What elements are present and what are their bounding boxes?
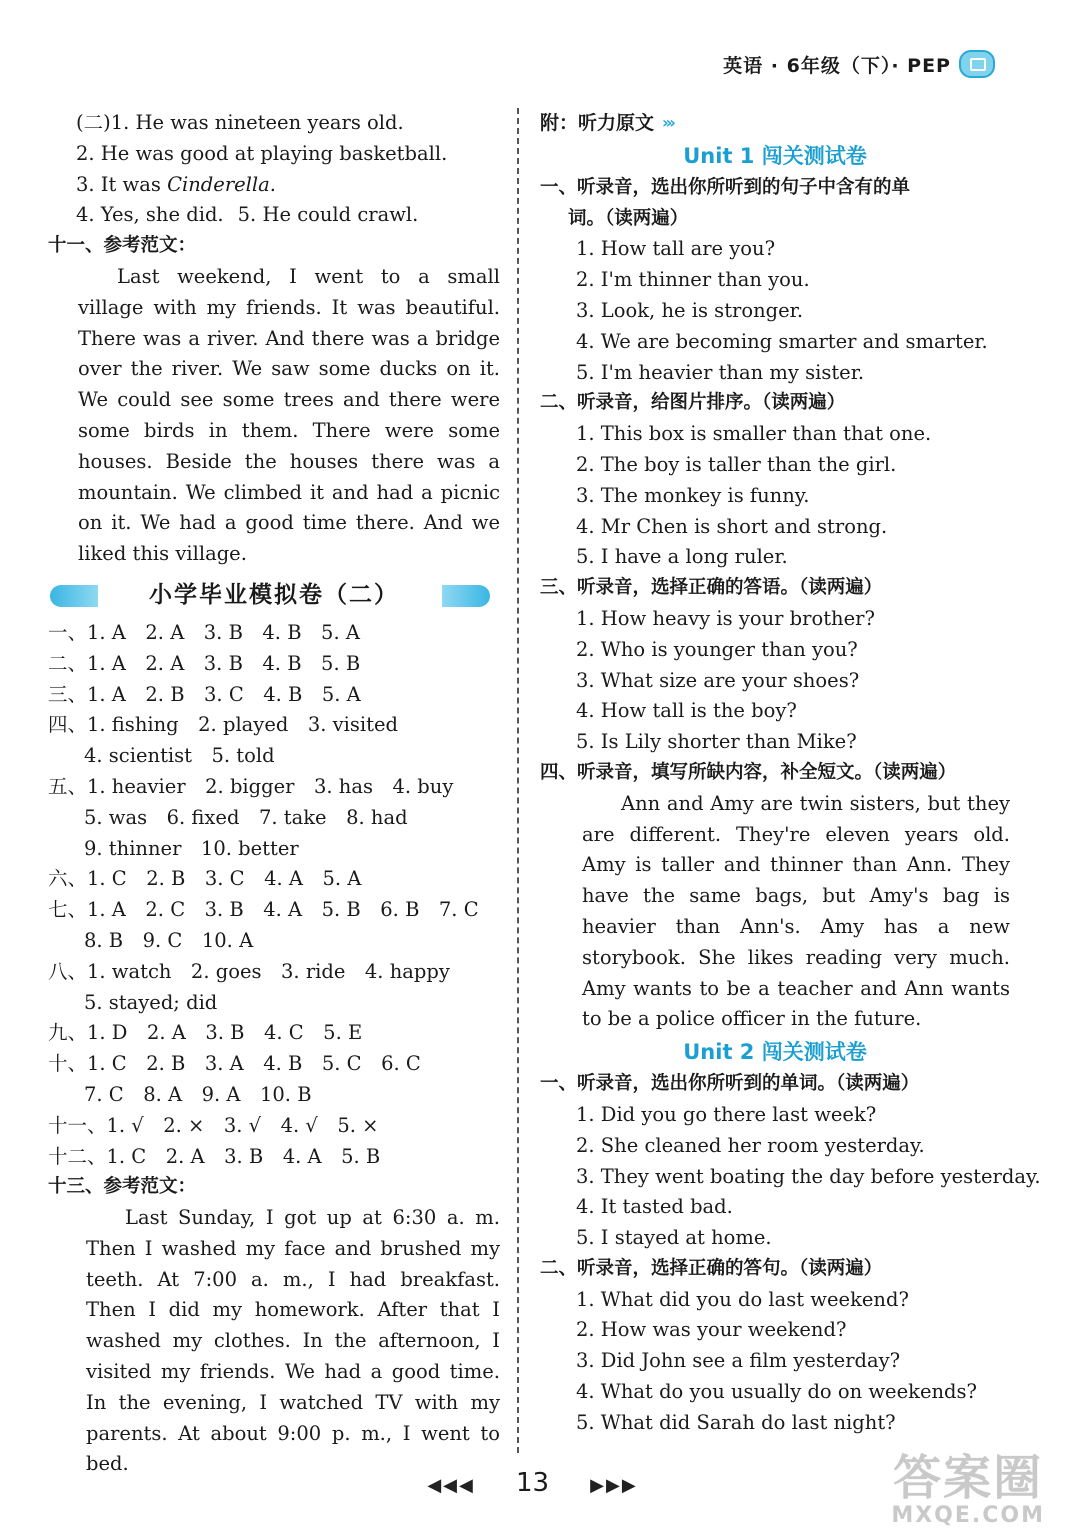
- answer-line: 十二、1. C 2. A 3. B 4. A 5. B: [48, 1144, 381, 1168]
- essay-label: 十一、参考范文：: [48, 235, 197, 257]
- script-line: 3. They went boating the day before yesterday.: [576, 1164, 1041, 1188]
- answer-line: 4. scientist 5. told: [84, 744, 275, 768]
- answer-line: 二、1. A 2. A 3. B 4. B 5. B: [48, 651, 361, 675]
- watermark-text: 答案圈: [893, 1450, 1044, 1506]
- answer-line: 十一、1. √ 2. × 3. √ 4. √ 5. ×: [48, 1113, 379, 1137]
- script-line: 4. How tall is the boy?: [576, 699, 797, 723]
- answer-line: 六、1. C 2. B 3. C 4. A 5. A: [48, 867, 362, 891]
- script-paragraph: Ann and Amy are twin sisters, but they are different. They're eleven years old. Amy is taller and thinner than Ann. They have the same bags, but Amy's bag is heavier than Ann's. Amy has a new storybook. She likes reading very much. Amy wants to be a teacher and Ann wants to be a police officer in the future.: [582, 791, 1010, 1031]
- page-header: [723, 50, 995, 78]
- script-line: 5. I stayed at home.: [576, 1226, 772, 1250]
- script-line: 4. What do you usually do on weekends?: [576, 1380, 977, 1404]
- answer-line: 3. It was Cinderella.: [76, 172, 276, 196]
- script-line: 5. I'm heavier than my sister.: [576, 360, 865, 384]
- answer-line: 2. He was good at playing basketball.: [76, 141, 448, 165]
- script-line: 5. I have a long ruler.: [576, 545, 788, 569]
- script-line: 3. The monkey is funny.: [576, 483, 810, 507]
- script-line: 2. How was your weekend?: [576, 1318, 847, 1342]
- answer-line: 四、1. fishing 2. played 3. visited: [48, 713, 399, 737]
- answer-line: 一、1. A 2. A 3. B 4. B 5. A: [48, 620, 360, 644]
- banner-left-decoration: [50, 585, 98, 607]
- answer-line: 5. was 6. fixed 7. take 8. had: [84, 805, 408, 829]
- answer-line: 7. C 8. A 9. A 10. B: [84, 1082, 312, 1106]
- answer-line: 五、1. heavier 2. bigger 3. has 4. buy: [48, 774, 454, 798]
- script-line: 1. Did you go there last week?: [576, 1102, 877, 1126]
- answer-line: (二)1. He was nineteen years old.: [76, 111, 404, 134]
- section-heading: 二、听录音，给图片排序。（读两遍）: [540, 392, 846, 414]
- script-line: 1. How heavy is your brother?: [576, 606, 875, 630]
- right-column: [540, 108, 1041, 1439]
- script-line: 4. Mr Chen is short and strong.: [576, 514, 888, 538]
- appendix-heading: [540, 108, 1010, 139]
- appendix-label: 附：听力原文: [540, 112, 655, 134]
- unit-title: Unit 1 闯关测试卷: [683, 143, 867, 168]
- prev-arrows-icon: ◀◀◀: [427, 1475, 475, 1496]
- section-heading: 三、听录音，选择正确的答语。（读两遍）: [540, 577, 883, 599]
- answer-line: 5. stayed; did: [84, 990, 218, 1014]
- script-line: 1. How tall are you?: [576, 237, 776, 261]
- banner-right-decoration: [442, 585, 490, 607]
- chevron-right-icon: ›››: [662, 113, 673, 132]
- section-banner: [48, 576, 500, 614]
- section-heading: 二、听录音，选择正确的答句。（读两遍）: [540, 1257, 883, 1279]
- answer-line: 9. thinner 10. better: [84, 836, 299, 860]
- answer-line: 十、1. C 2. B 3. A 4. B 5. C 6. C: [48, 1052, 421, 1076]
- answer-line: 8. B 9. C 10. A: [84, 928, 254, 952]
- script-line: 3. Did John see a film yesterday?: [576, 1349, 901, 1373]
- script-line: 5. What did Sarah do last night?: [576, 1410, 896, 1434]
- answer-line: 七、1. A 2. C 3. B 4. A 5. B 6. B 7. C: [48, 898, 479, 922]
- watermark-logo: [891, 1450, 1045, 1528]
- section-heading: 词。（读两遍）: [568, 207, 689, 229]
- script-line: 4. We are becoming smarter and smarter.: [576, 329, 988, 353]
- italic-title: Cinderella: [167, 172, 270, 196]
- unit-title: Unit 2 闯关测试卷: [683, 1040, 867, 1065]
- next-arrows-icon: ▶▶▶: [590, 1475, 638, 1496]
- page-number: 13: [515, 1468, 550, 1498]
- script-line: 2. I'm thinner than you.: [576, 268, 810, 292]
- script-line: 2. Who is younger than you?: [576, 637, 858, 661]
- script-line: 2. She cleaned her room yesterday.: [576, 1133, 925, 1157]
- script-line: 1. What did you do last weekend?: [576, 1287, 909, 1311]
- section-heading: 四、听录音，填写所缺内容，补全短文。（读两遍）: [540, 761, 957, 783]
- answer-line: 4. Yes, she did. 5. He could crawl.: [76, 203, 419, 227]
- essay-label: 十三、参考范文：: [48, 1176, 197, 1198]
- watermark-url: MXQE.COM: [891, 1503, 1045, 1528]
- left-column: [48, 108, 500, 1480]
- script-line: 4. It tasted bad.: [576, 1195, 733, 1219]
- section-heading: 一、听录音，选出你所听到的句子中含有的单: [540, 176, 911, 198]
- header-title: 英语 · 6年级（下）· PEP: [723, 54, 951, 77]
- script-line: 1. This box is smaller than that one.: [576, 422, 932, 446]
- script-line: 5. Is Lily shorter than Mike?: [576, 730, 857, 754]
- essay-paragraph: Last weekend, I went to a small village with my friends. It was beautiful. There was a river. And there was a bridge over the river. We saw some ducks on it. We could see some trees and there were some birds in them. There were some houses. Beside the houses there was a mountain. We climbed it and had a picnic on it. We had a good time there. And we liked this village.: [78, 264, 500, 566]
- answer-line: 九、1. D 2. A 3. B 4. C 5. E: [48, 1021, 363, 1045]
- answer-line: 八、1. watch 2. goes 3. ride 4. happy: [48, 959, 450, 983]
- book-icon: [959, 50, 995, 78]
- column-divider: [517, 108, 519, 1453]
- script-line: 3. Look, he is stronger.: [576, 298, 804, 322]
- script-line: 2. The boy is taller than the girl.: [576, 452, 897, 476]
- section-heading: 一、听录音，选出你所听到的单词。（读两遍）: [540, 1073, 920, 1095]
- answer-line: 三、1. A 2. B 3. C 4. B 5. A: [48, 682, 361, 706]
- essay-paragraph: Last Sunday, I got up at 6:30 a. m. Then I washed my face and brushed my teeth. At 7:00 a. m., I had breakfast. Then I did my homework. After that I washed my clothes. In the afternoon, I visited my friends. We had a good time. In the evening, I watched TV with my parents. At about 9:00 p. m., I went to bed.: [86, 1206, 500, 1476]
- script-line: 3. What size are your shoes?: [576, 668, 860, 692]
- banner-title: 小学毕业模拟卷（二）: [149, 581, 399, 608]
